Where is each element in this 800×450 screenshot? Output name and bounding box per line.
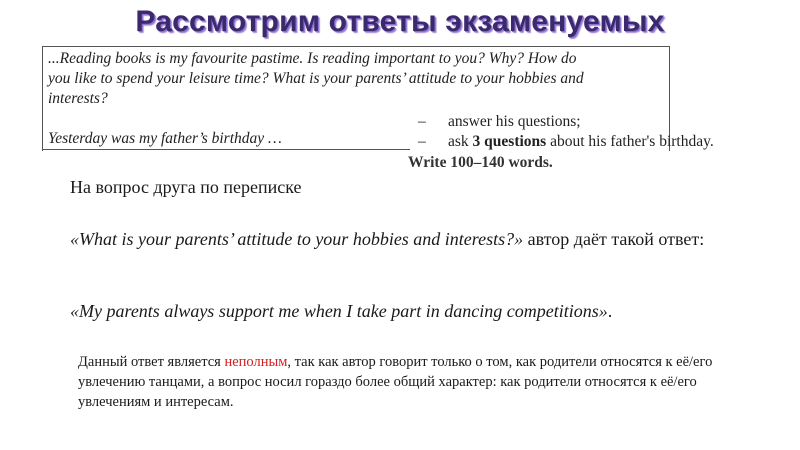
- clipped-word-limit: [408, 154, 553, 171]
- clipped-text: Write 100–140 words.: [408, 154, 553, 171]
- task-list: [414, 112, 714, 152]
- task-item: [414, 132, 714, 152]
- conclusion-text: [78, 352, 718, 412]
- letter-text: [48, 49, 664, 109]
- task-excerpt-image: [42, 46, 762, 171]
- slide-title: Рассмотрим ответы экзаменуемых: [135, 5, 665, 38]
- letter-line: ...Reading books is my favourite pastime. Is reading important to you? Why? How do: [48, 50, 577, 67]
- question-suffix: автор даёт такой ответ:: [523, 229, 705, 249]
- answer-suffix: .: [607, 301, 613, 321]
- task-text: ask: [448, 133, 473, 150]
- letter-line: you like to spend your leisure time? What is your parents’ attitude to your hobbies and: [48, 70, 584, 87]
- letter-frame-left: [42, 106, 43, 149]
- intro-text: На вопрос друга по переписке: [70, 177, 302, 197]
- highlight-incomplete: неполным: [224, 354, 288, 370]
- letter-frame-bottom: [42, 149, 410, 150]
- question-quote: «What is your parents’ attitude to your hobbies and interests?»: [70, 229, 524, 249]
- answer-paragraph: [70, 298, 770, 324]
- conclusion-before: Данный ответ является: [78, 354, 225, 370]
- letter-line: interests?: [48, 90, 108, 107]
- dash-bullet: –: [418, 113, 426, 130]
- dash-bullet: –: [418, 133, 426, 150]
- task-text: answer his questions;: [448, 113, 581, 130]
- answer-quote: «My parents always support me when I take part in dancing competitions»: [70, 301, 608, 321]
- task-text-bold: 3 questions: [472, 133, 547, 150]
- task-item: [414, 112, 714, 132]
- letter-closing: Yesterday was my father’s birthday …: [48, 130, 282, 147]
- conclusion-after: , так как автор говорит только о том, как родители относятся к её/его увлечению танцами, а вопрос носил гораздо более общий характер: как родители относятся к её/его увлечениям и интересам.: [78, 354, 713, 410]
- task-text: about his father's birthday.: [546, 133, 714, 150]
- question-paragraph: [70, 226, 770, 252]
